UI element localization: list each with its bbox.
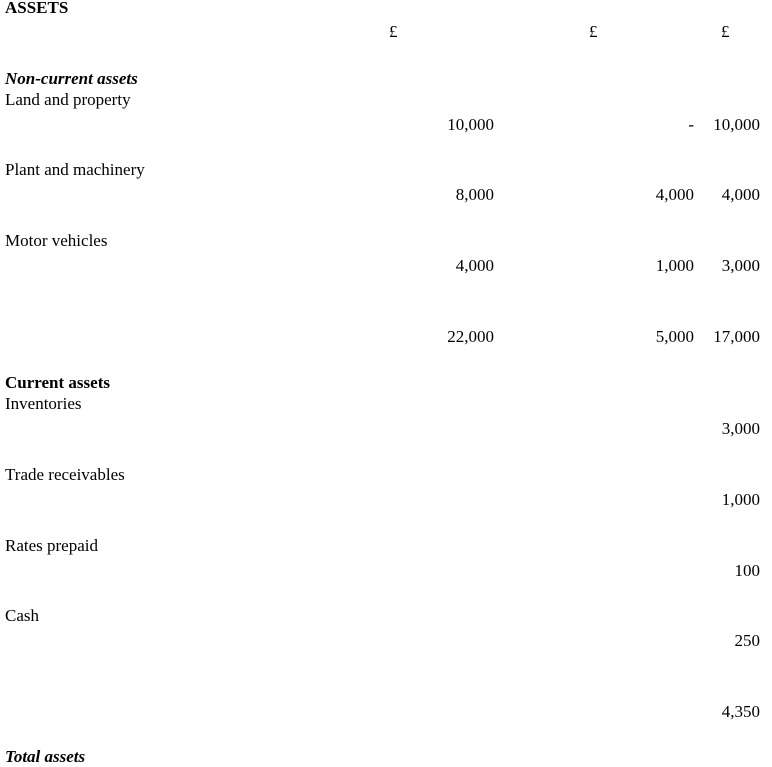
currency-header-col1: £ xyxy=(389,22,398,41)
receivables-value: 1,000 xyxy=(721,490,760,509)
page-title: ASSETS xyxy=(5,0,69,17)
row-label-motor: Motor vehicles xyxy=(5,231,108,250)
plant-col2-value: 4,000 xyxy=(655,185,694,204)
total-assets-label: Total assets xyxy=(5,747,86,766)
land-col3-value: 10,000 xyxy=(713,115,760,134)
inventories-value: 3,000 xyxy=(721,419,760,438)
non-current-total-col2: 5,000 xyxy=(655,327,694,346)
non-current-assets-heading: Non-current assets xyxy=(5,69,138,88)
plant-col3-value: 4,000 xyxy=(721,185,760,204)
row-label-receivables: Trade receivables xyxy=(5,465,125,484)
currency-header-col2: £ xyxy=(589,22,598,41)
row-label-land: Land and property xyxy=(5,90,131,109)
row-label-cash: Cash xyxy=(5,606,39,625)
non-current-total-col3: 17,000 xyxy=(713,327,760,346)
row-label-plant: Plant and machinery xyxy=(5,160,145,179)
currency-header-col3: £ xyxy=(721,22,730,41)
plant-col1-value: 8,000 xyxy=(455,185,494,204)
land-col1-value: 10,000 xyxy=(447,115,494,134)
land-col2-value: - xyxy=(688,115,694,134)
motor-col1-value: 4,000 xyxy=(455,256,494,275)
row-label-rates-prepaid: Rates prepaid xyxy=(5,536,98,555)
current-assets-heading: Current assets xyxy=(5,373,110,392)
motor-col2-value: 1,000 xyxy=(655,256,694,275)
row-label-inventories: Inventories xyxy=(5,394,82,413)
motor-col3-value: 3,000 xyxy=(721,256,760,275)
rates-prepaid-value: 100 xyxy=(734,561,760,580)
non-current-total-col1: 22,000 xyxy=(447,327,494,346)
cash-value: 250 xyxy=(734,631,760,650)
current-assets-total: 4,350 xyxy=(721,702,760,721)
